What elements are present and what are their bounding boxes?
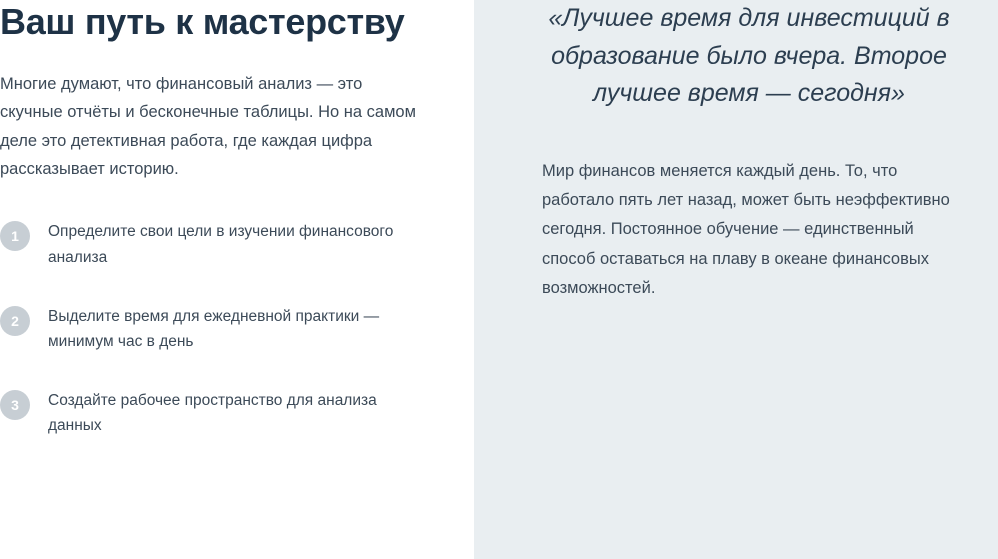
- step-text: Создайте рабочее пространство для анализа данных: [48, 391, 377, 434]
- left-column: [0, 0, 474, 559]
- list-item: [0, 388, 426, 438]
- right-panel: [474, 0, 998, 559]
- right-paragraph: Мир финансов меняется каждый день. То, что работало пять лет назад, может быть неэффективно сегодня. Постоянное обучение — единственный способ оставаться на плаву в океане финансовых возможностей.: [542, 161, 950, 297]
- list-item: [0, 219, 426, 269]
- step-number-badge: 3: [0, 390, 30, 420]
- step-number-badge: 1: [0, 221, 30, 251]
- step-number-badge: 2: [0, 306, 30, 336]
- right-panel-content: [514, 0, 984, 303]
- step-text: Выделите время для ежедневной практики — минимум час в день: [48, 307, 380, 350]
- step-text: Определите свои цели в изучении финансового анализа: [48, 223, 394, 266]
- list-item: [0, 304, 426, 354]
- pull-quote: «Лучшее время для инвестиций в образование было вчера. Второе лучшее время — сегодня»: [548, 4, 950, 107]
- intro-paragraph: Многие думают, что финансовый анализ — это скучные отчёты и бесконечные таблицы. Но на самом деле это детективная работа, где каждая цифра рассказывает историю.: [0, 74, 416, 179]
- page-title: Ваш путь к мастерству: [0, 1, 405, 42]
- steps-list: [0, 219, 426, 438]
